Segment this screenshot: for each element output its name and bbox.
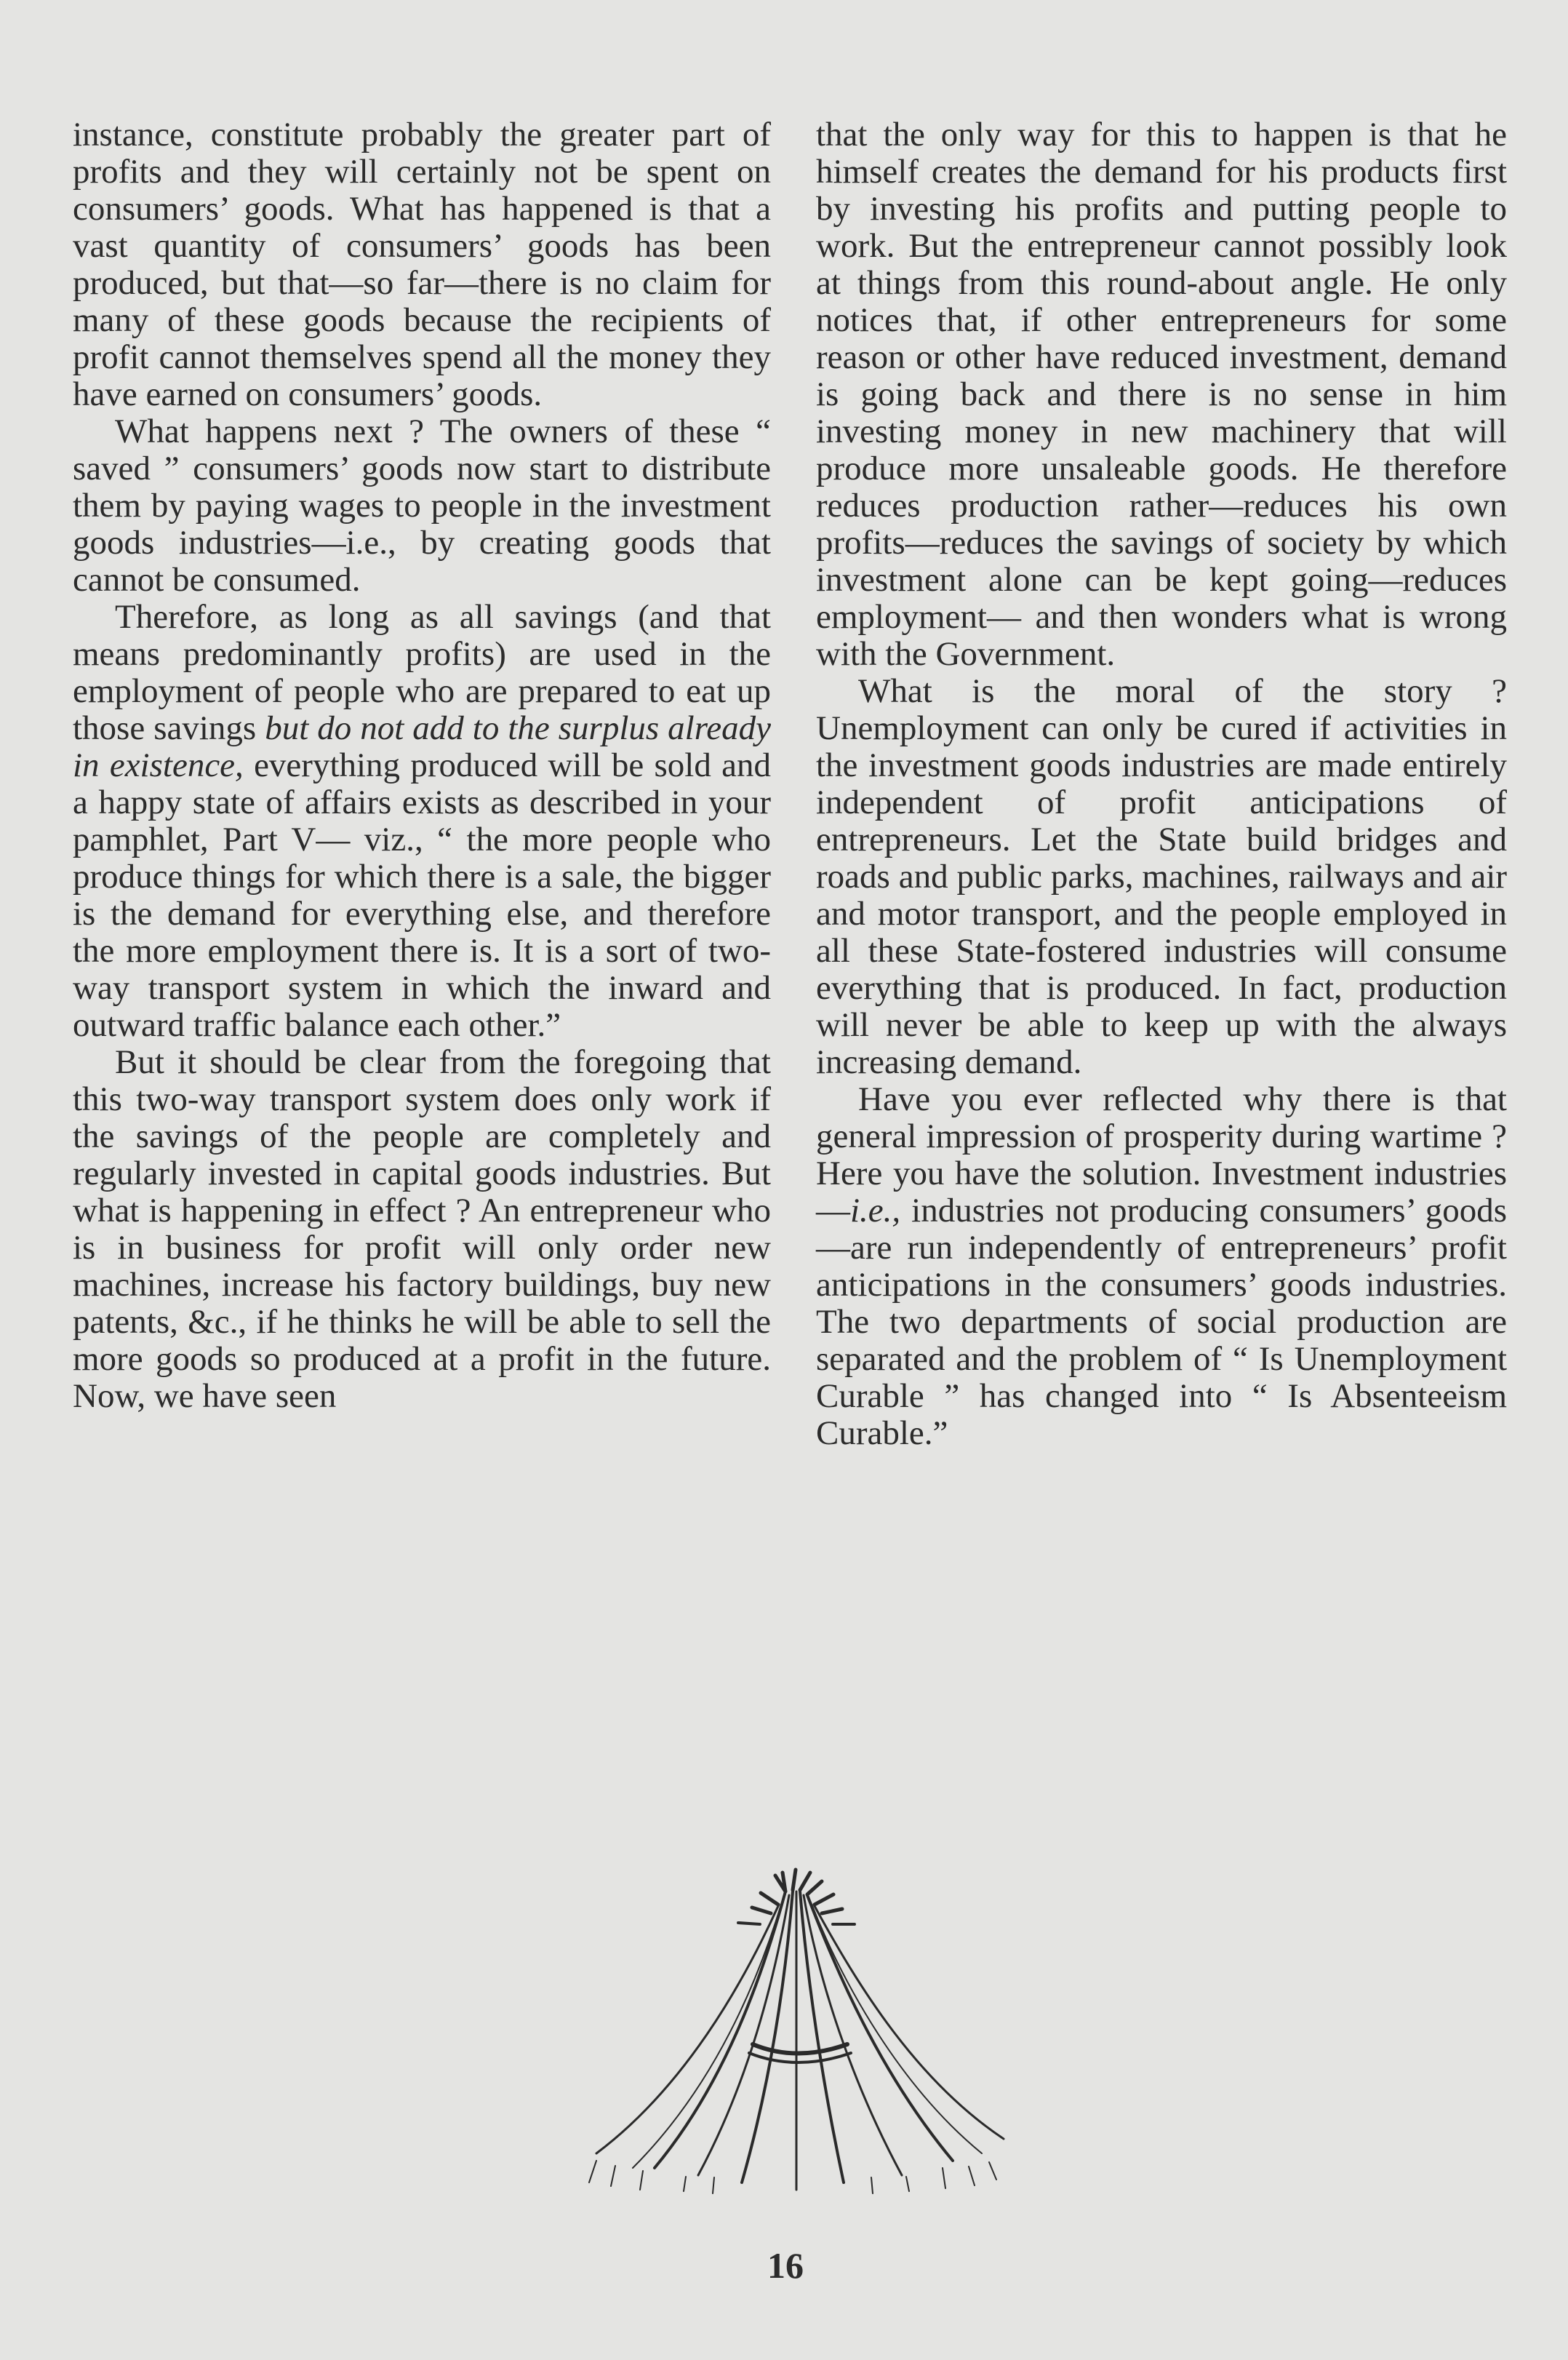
paragraph: But it should be clear from the foregoing that this two-way transport system does only work if the savings of the people are completely and regularly invested in capital goods industries. But what is happening in effect ? An entrepreneur who is in business for profit will only order new machines, increase his factory buildings, buy new patents, &c., if he thinks he will be able to sell the more goods so produced at a profit in the future. Now, we have seen (73, 1043, 771, 1415)
italic-phrase: but do not add to the surplus already in existence, (73, 709, 771, 784)
paragraph (73, 599, 771, 1044)
right-text-column (816, 116, 1507, 1452)
paragraph: instance, constitute probably the greater part of profits and they will certainly not be spent on consumers’ goods. What has happened is that a vast quantity of consumers’ goods has been produced, but that—so far—there is no claim for many of these goods because the recipients of profit cannot themselves spend all the money they have earned on consumers’ goods. (73, 116, 771, 413)
paragraph: What is the moral of the story ? Unemployment can only be cured if activities in the investment goods industries are made entirely independent of profit anticipations of entrepreneurs. Let the State build bridges and roads and public parks, machines, railways and air and motor transport, and the people employed in all these State-fostered industries will consume everything that is produced. In fact, production will never be able to keep up with the always increasing demand. (816, 672, 1507, 1081)
paragraph-text: industries not producing consumers’ goods—are run independently of entrepreneurs’ profit anticipations in the consumers’ goods industries. The two departments of social production are separated and the problem of “ Is Unemployment Curable ” has changed into “ Is Absenteeism Curable.” (816, 1192, 1507, 1452)
italic-phrase: i.e., (850, 1192, 901, 1229)
left-text-column (73, 116, 771, 1415)
page-number: 16 (767, 2245, 804, 2286)
paragraph-text: everything produced will be sold and a happy state of affairs exists as described in your pamphlet, Part V— viz., “ the more people who produce things for which there is a sale, the bigger is the demand for everything else, and therefore the more employment there is. It is a sort of two-way transport system in which the inward and outward traffic balance each other.” (73, 746, 771, 1044)
paragraph: What happens next ? The owners of these “ saved ” consumers’ goods now start to distribute them by paying wages to people in the investment goods industries—i.e., by creating goods that cannot be consumed. (73, 412, 771, 599)
paragraph-text: Therefore, as long as all savings (and that means predominantly profits) are used in the employment of people who are prepared to eat up those savings (73, 598, 771, 747)
paragraph-text: Have you ever reflected why there is that general impression of prosperity during wartime ? Here you have the solution. Investment industries— (816, 1080, 1507, 1229)
wheat-sheaf-icon (567, 1862, 1018, 2204)
paragraph (816, 1081, 1507, 1452)
paragraph: that the only way for this to happen is that he himself creates the demand for his products first by investing his profits and putting people to work. But the entrepreneur cannot possibly look at things from this round-about angle. He only notices that, if other entrepreneurs for some reason or other have reduced investment, demand is going back and there is no sense in him investing money in new machinery that will produce more unsaleable goods. He therefore reduces production rather—reduces his own profits—reduces the savings of society by which investment alone can be kept going—reduces employment— and then wonders what is wrong with the Government. (816, 116, 1507, 673)
